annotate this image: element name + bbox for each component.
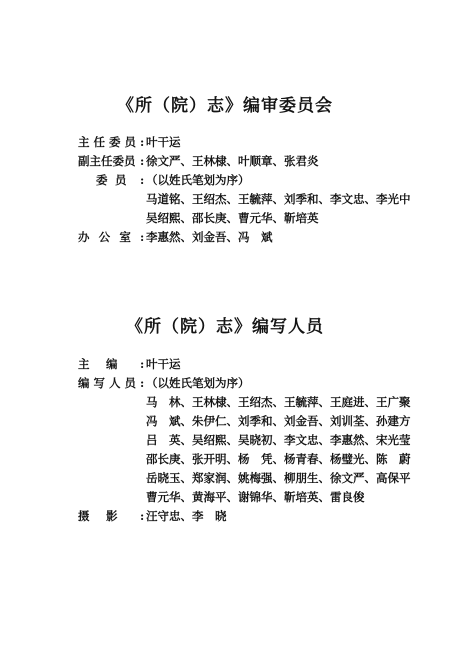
writer-names-3: 吕 英、吴绍熙、吴晓初、李文忠、李惠然、宋光莹 — [146, 433, 411, 447]
writer-member-line — [78, 488, 438, 507]
photo-row — [78, 507, 438, 526]
staff-note: （以姓氏笔划为序） — [146, 376, 250, 390]
writer-names-5: 岳晓玉、郑家润、姚梅强、柳朋生、徐文严、高保平 — [146, 471, 411, 485]
writers-section — [78, 355, 438, 526]
vice-chair-value: 徐文严、王林棣、叶顺章、张君炎 — [146, 154, 319, 168]
writer-names-2: 冯 斌、朱伊仁、刘季和、刘金吾、刘训荃、孙建方 — [146, 414, 411, 428]
photo-label: 摄 影 : — [78, 509, 145, 523]
staff-row — [78, 374, 438, 393]
writer-names-1: 马 林、王林棣、王绍杰、王毓萍、王庭进、王广聚 — [146, 395, 411, 409]
staff-label: 编 写 人 员 : — [78, 376, 145, 390]
writer-member-line — [78, 469, 438, 488]
member-names-2: 吴绍熙、邵长庚、曹元华、靳培英 — [146, 211, 319, 225]
committee-vice-chair-row — [78, 152, 438, 171]
photo-value: 汪守忠、李 晓 — [146, 509, 227, 523]
committee-section — [78, 133, 438, 247]
writer-member-line — [78, 412, 438, 431]
committee-member-line — [78, 190, 438, 209]
writers-title: 《所（院）志》编写人员 — [126, 317, 324, 337]
writer-member-line — [78, 450, 438, 469]
writer-member-line — [78, 431, 438, 450]
office-value: 李惠然、刘金吾、冯 斌 — [146, 230, 273, 244]
committee-chair-row — [78, 133, 438, 152]
member-names-1: 马道铭、王绍杰、王毓萍、刘季和、李文忠、李光中 — [146, 192, 411, 206]
members-note: （以姓氏笔划为序） — [146, 173, 250, 187]
members-label: 委 员 : — [96, 173, 145, 187]
writer-names-6: 曹元华、黄海平、谢锦华、靳培英、雷良俊 — [146, 490, 365, 504]
vice-chair-label: 副主任委员 : — [78, 154, 145, 168]
chair-value: 叶干运 — [146, 135, 181, 149]
committee-office-row — [78, 228, 438, 247]
chair-label: 主 任 委 员 : — [78, 135, 145, 149]
editor-row — [78, 355, 438, 374]
editor-label: 主 编 : — [78, 357, 145, 371]
committee-members-row — [78, 171, 438, 190]
writer-member-line — [78, 393, 438, 412]
writer-names-4: 邵长庚、张开明、杨 凭、杨青春、杨璧光、陈 蔚 — [146, 452, 411, 466]
editor-value: 叶干运 — [146, 357, 181, 371]
committee-title: 《所（院）志》编审委员会 — [117, 96, 333, 116]
office-label: 办 公 室 : — [78, 230, 145, 244]
committee-member-line — [78, 209, 438, 228]
